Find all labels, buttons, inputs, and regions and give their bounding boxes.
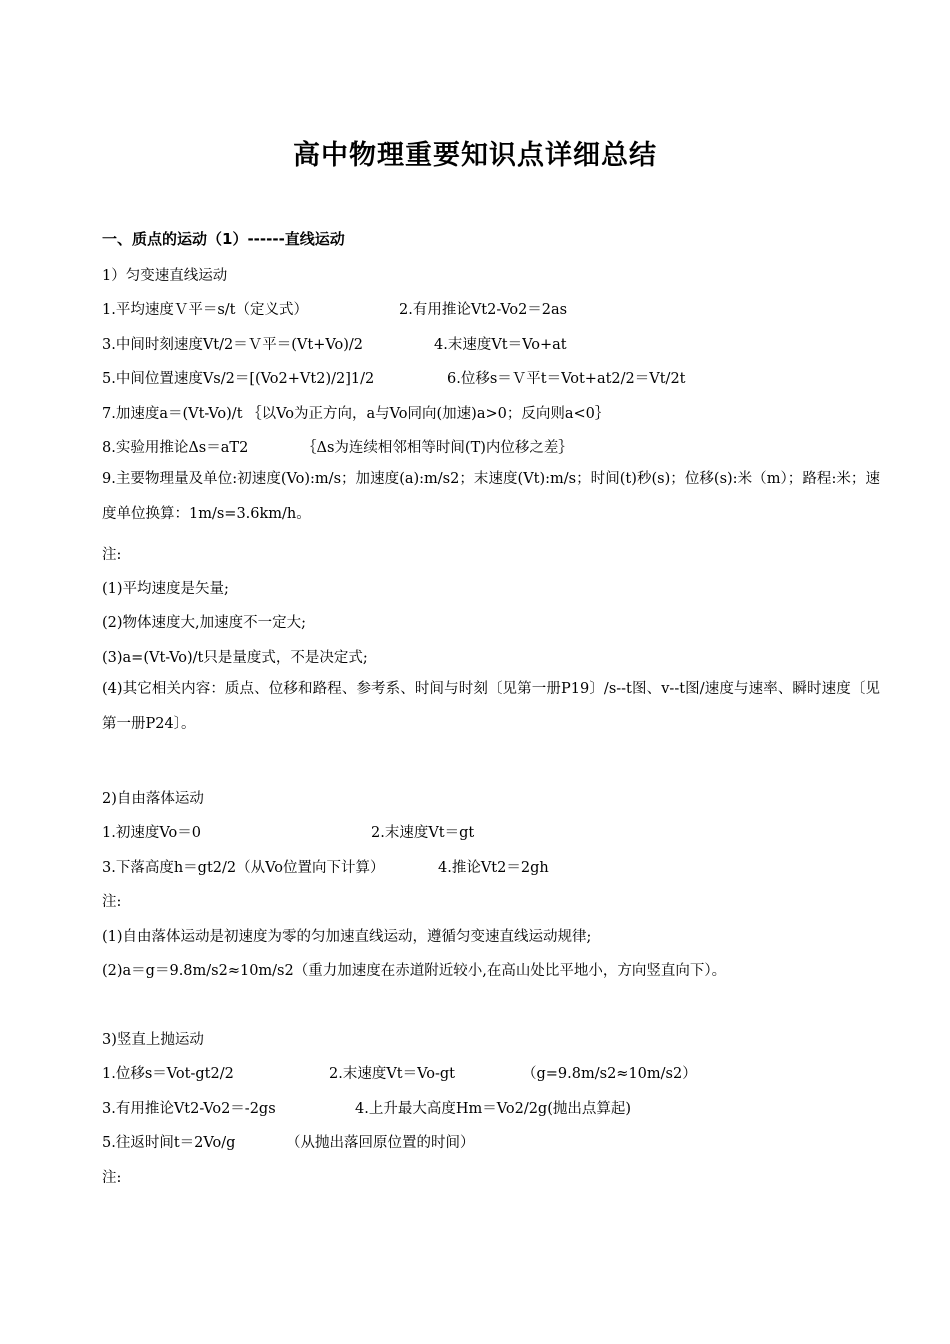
note-label: 注:	[102, 894, 122, 910]
subsection-heading: 2)自由落体运动	[102, 791, 204, 807]
subsection-heading: 3)竖直上抛运动	[102, 1032, 204, 1048]
formula: 3.有用推论Vt2-Vo2＝-2gs	[102, 1101, 276, 1117]
note-item: (3)a=(Vt-Vo)/t只是量度式，不是决定式;	[102, 650, 368, 666]
formula: 3.中间时刻速度Vt/2＝Ｖ平＝(Vt+Vo)/2	[102, 337, 363, 353]
formula-line	[102, 1097, 632, 1118]
note-item: (2)a＝g＝9.8m/s2≈10m/s2（重力加速度在赤道附近较小,在高山处比平地小，方向竖直向下）。	[102, 963, 727, 979]
formula-line	[102, 856, 549, 877]
formula-note: （g=9.8m/s2≈10m/s2）	[522, 1066, 697, 1082]
formula-line	[102, 298, 568, 319]
formula: 3.下落高度h＝gt2/2（从Vo位置向下计算）	[102, 860, 385, 876]
note-item: (2)物体速度大,加速度不一定大;	[102, 615, 307, 631]
formula-line	[102, 1131, 475, 1152]
formula: 1.初速度Vo＝0	[102, 825, 201, 841]
formula: 2.末速度Vt＝Vo-gt	[329, 1066, 456, 1082]
page-title: 高中物理重要知识点详细总结	[293, 140, 657, 171]
formula-line	[102, 367, 686, 388]
subsection-heading: 1）匀变速直线运动	[102, 268, 228, 284]
formula-line	[102, 436, 573, 457]
formula: 4.末速度Vt＝Vo+at	[434, 337, 567, 353]
formula: 8.实验用推论Δs＝aT2	[102, 440, 249, 456]
section-heading: 一、质点的运动（1）------直线运动	[102, 230, 345, 248]
formula: 6.位移s＝Ｖ平t＝Vot+at2/2＝Vt/2t	[447, 371, 686, 387]
formula: 2.末速度Vt＝gt	[371, 825, 475, 841]
formula: 2.有用推论Vt2-Vo2＝2as	[399, 302, 568, 318]
note-label: 注:	[102, 1170, 122, 1186]
note-item: (1)自由落体运动是初速度为零的匀加速直线运动，遵循匀变速直线运动规律;	[102, 929, 592, 945]
formula-note: ｛Δs为连续相邻相等时间(T)内位移之差｝	[302, 440, 573, 456]
formula: 4.上升最大高度Hm＝Vo2/2g(抛出点算起)	[355, 1101, 632, 1117]
note-label: 注:	[102, 547, 122, 563]
units-paragraph: 9.主要物理量及单位:初速度(Vo):m/s；加速度(a):m/s2；末速度(Vt):m/s；时间(t)秒(s)；位移(s):米（m）；路程:米；速度单位换算：1m/s=3.6km/h。	[102, 471, 880, 522]
formula-line	[102, 333, 567, 354]
note-item: (4)其它相关内容：质点、位移和路程、参考系、时间与时刻〔见第一册P19〕/s--t图、v--t图/速度与速率、瞬时速度〔见第一册P24〕。	[102, 681, 880, 732]
formula: 4.推论Vt2＝2gh	[438, 860, 549, 876]
note-item: (1)平均速度是矢量;	[102, 581, 229, 597]
formula: 5.中间位置速度Vs/2＝[(Vo2+Vt2)/2]1/2	[102, 371, 375, 387]
formula-line	[102, 1062, 697, 1083]
formula-line	[102, 821, 475, 842]
formula-line: 7.加速度a＝(Vt-Vo)/t ｛以Vo为正方向，a与Vo同向(加速)a>0；反向则a<0｝	[102, 406, 610, 422]
formula-note: （从抛出落回原位置的时间）	[286, 1135, 475, 1151]
formula: 5.往返时间t＝2Vo/g	[102, 1135, 236, 1151]
formula: 1.平均速度Ｖ平＝s/t（定义式）	[102, 302, 308, 318]
formula: 1.位移s＝Vot-gt2/2	[102, 1066, 234, 1082]
